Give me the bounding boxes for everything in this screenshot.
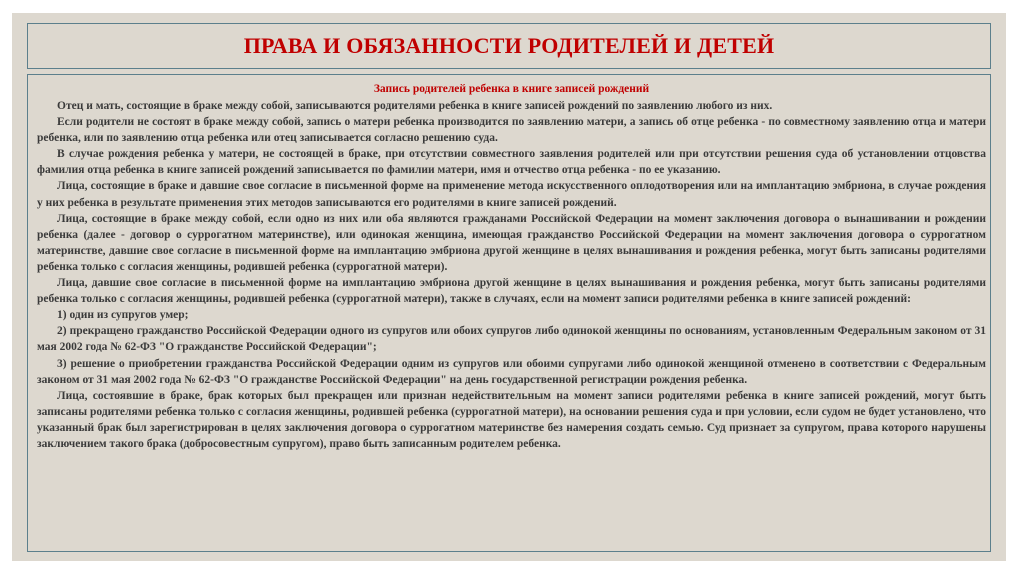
paragraph: Лица, состоящие в браке между собой, если одно из них или оба являются гражданами Российской Федерации на момент заключения договора о вынашивании и рождении ребенка (далее - договор о суррогатном материнстве), или одинокая женщина, имеющая гражданство Российской Федерации на момент заключения договора о суррогатном материнстве, давшие свое согласие в письменной форме на имплантацию эмбриона другой женщине в целях вынашивания и рождения ребенка, могут быть записаны родителями ребенка только с согласия женщины, родившей ребенка (суррогатной матери). [37, 212, 986, 273]
paragraph: В случае рождения ребенка у матери, не состоящей в браке, при отсутствии совместного заявления родителей или при отсутствии решения суда об установлении отцовства фамилия отца ребенка в книге записей рождений записывается по фамилии матери, имя и отчество отца ребенка - по ее указанию. [37, 148, 986, 177]
title-frame [27, 23, 991, 69]
slide [12, 13, 1006, 561]
list-item: 3) решение о приобретении гражданства Российской Федерации одним из супругов или обоими супругами либо одинокой женщиной отменено в соответствии с Федеральным законом от 31 мая 2002 года № 62-ФЗ "О гражданстве Российской Федерации" на день государственной регистрации рождения ребенка. [37, 357, 986, 386]
section-subtitle: Запись родителей ребенка в книге записей рождений [373, 83, 650, 95]
paragraph: Если родители не состоят в браке между собой, запись о матери ребенка производится по заявлению матери, а запись об отце ребенка - по совместному заявлению отца и матери ребенка, или по заявлению отца ребенка или отец записывается согласно решению суда. [37, 116, 986, 145]
slide-title: ПРАВА И ОБЯЗАННОСТИ РОДИТЕЛЕЙ И ДЕТЕЙ [243, 33, 775, 58]
paragraph: Лица, давшие свое согласие в письменной форме на имплантацию эмбриона другой женщине в целях вынашивания и рождения ребенка, могут быть записаны родителями ребенка только с согласия женщины, родившей ребенка (суррогатной матери), также в случаях, если на момент записи родителями ребенка в книге записей рождений: [37, 277, 986, 306]
paragraph: Лица, состоящие в браке и давшие свое согласие в письменной форме на применение метода искусственного оплодотворения или на имплантацию эмбриона, в случае рождения у них ребенка в результате применения этих методов записываются его родителями в книге записей рождений. [37, 180, 986, 209]
list-item: 1) один из супругов умер; [57, 309, 189, 322]
content-frame [27, 74, 991, 552]
paragraph: Лица, состоявшие в браке, брак которых был прекращен или признан недействительным на момент записи родителями ребенка в книге записей рождений, могут быть записаны родителями ребенка только с согласия женщины, родившей ребенка (суррогатной матери), на основании решения суда и при условии, если судом не будет установлено, что указанный брак был зарегистрирован в целях заключения договора о суррогатном материнстве без намерения создать семью. Суд признает за супругом, права которого нарушены заключением такого брака (добросовестным супругом), право быть записанным родителем ребенка. [37, 389, 986, 450]
list-item: 2) прекращено гражданство Российской Федерации одного из супругов или обоих супругов либо одинокой женщины по основаниям, установленным Федеральным законом от 31 мая 2002 года № 62-ФЗ "О гражданстве Российской Федерации"; [37, 325, 986, 354]
paragraph: Отец и мать, состоящие в браке между собой, записываются родителями ребенка в книге записей рождений по заявлению любого из них. [57, 100, 773, 112]
